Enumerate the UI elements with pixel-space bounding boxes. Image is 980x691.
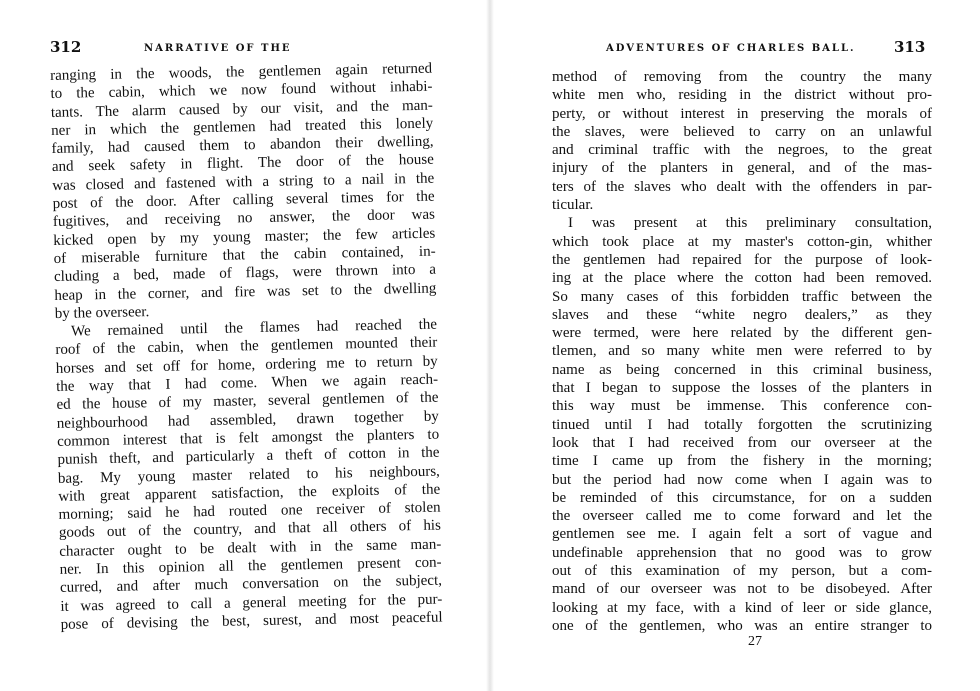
text-line: roof of the cabin, when the gentlemen mounted their (55, 335, 438, 359)
running-title: NARRATIVE OF THE (144, 43, 292, 54)
text-line: heap in the corner, and fire was set to the dwelling (54, 280, 437, 304)
text-line: the overseer called me to come forward and let the (552, 508, 932, 525)
text-line: of miserable furniture that the cabin contained, in- (53, 243, 436, 267)
text-line: post of the door. After calling several times for the (52, 188, 435, 213)
text-line: ed the house of my master, several gentlemen of the (56, 389, 439, 414)
text-line: mand of our overseer was not to be disobeyed. After (552, 581, 932, 598)
text-line: goods out of the country, and that all others of his (58, 518, 442, 542)
text-line: to the cabin, which we now found without inhabi- (50, 78, 433, 103)
text-line: the slaves, were believed to carry on an unlawful (552, 123, 932, 140)
text-line: method of removing from the country the many (552, 69, 932, 85)
text-line: punish theft, and particularly a theft of cotton in the (57, 444, 440, 469)
text-line: kicked open by my young master; the few articles (53, 225, 436, 249)
text-line: the way that I had come. When we again reach- (55, 371, 439, 395)
text-line: ters of the slaves who dealt with the offenders in par- (552, 178, 932, 195)
text-line: time I came up from the fishery in the morning; (552, 453, 932, 470)
text-line: perty, or without interest in preserving the morals of (552, 105, 932, 122)
text-line: by the overseer. (54, 304, 150, 322)
text-line: one of the gentlemen, who was an entire stranger to (552, 617, 932, 634)
text-line: look that I had received from our overseer at the (552, 434, 932, 451)
text-line: injury of the planters in general, and of the mas- (552, 160, 932, 177)
signature-mark: 27 (748, 634, 762, 649)
page-number: 313 (894, 38, 926, 56)
text-line: character ought to be dealt with in the same man- (59, 536, 442, 560)
text-line: fugitives, and receiving no answer, the door was (52, 207, 436, 231)
text-line: which took place at my master's cotton-gin, whither (552, 233, 932, 250)
page-number: 312 (50, 38, 82, 56)
right-page (490, 0, 980, 691)
text-line: tants. The alarm caused by our visit, and the man- (50, 97, 433, 121)
text-line: neighbourhood had assembled, drawn together by (56, 408, 439, 432)
text-line: the gentlemen had repaired for the purpose of look- (552, 251, 932, 268)
text-line: ner in which the gentlemen had treated this lonely (51, 115, 434, 139)
text-line: horses and set off for home, ordering me to return by (55, 353, 438, 377)
text-line: curred, and after much conversation on the subject, (59, 572, 443, 597)
text-line: slaves and these “white negro dealers,” as they (552, 306, 932, 323)
text-line: tlemen, and so many white men were referred to by (552, 343, 932, 360)
text-line: ing at the place where the cotton had been removed. (552, 270, 932, 287)
text-line: this way must be immense. This conference con- (552, 398, 932, 415)
text-line: out of this examination of my person, but a com- (552, 563, 932, 580)
text-line: white men who, residing in the district without pro- (552, 87, 932, 104)
text-line: ranging in the woods, the gentlemen again returned (50, 60, 433, 84)
text-line: and seek safety in flight. The door of the house (51, 152, 435, 176)
text-line: gentlemen see me. I again felt a sort of vague and (552, 526, 932, 543)
text-line: looking at my face, with a kind of leer or side glance, (552, 599, 932, 616)
text-line: and criminal traffic with the negroes, to the great (552, 142, 932, 159)
text-line: with great apparent satisfaction, the exploits of the (58, 481, 441, 505)
text-line: So many cases of this forbidden traffic between the (552, 288, 932, 305)
text-line: We remained until the flames had reached the (70, 316, 438, 340)
text-line: morning; said he had routed one receiver of stolen (58, 499, 441, 524)
text-line: but the period had now come when I again was to (552, 471, 932, 488)
text-line: ticular. (552, 197, 594, 214)
text-line: I was present at this preliminary consultation, (568, 215, 932, 232)
text-line: name as being concerned in this criminal business, (552, 361, 932, 378)
text-line: that I began to suppose the losses of the planters in (552, 380, 932, 397)
text-line: tinued until I had totally forgotten the scrutinizing (552, 416, 932, 433)
text-line: undefinable apprehension that no good was to grow (552, 544, 932, 561)
text-line: were termed, were here related by the different gen- (552, 325, 932, 342)
text-line: ner. In this opinion all the gentlemen present con- (59, 554, 442, 578)
text-line: it was agreed to call a general meeting for the pur- (60, 591, 443, 615)
text-line: be reminded of this circumstance, for on a sudden (552, 489, 932, 506)
page-body-text (552, 68, 932, 635)
text-line: bag. My young master related to his neighbours, (57, 463, 440, 487)
text-line: common interest that is felt amongst the planters to (57, 426, 440, 450)
running-title: ADVENTURES OF CHARLES BALL. (606, 43, 856, 54)
text-line: was closed and fastened with a string to a nail in the (52, 170, 435, 194)
text-line: family, had caused them to abandon their dwelling, (51, 133, 434, 158)
text-line: pose of devising the best, surest, and most peaceful (60, 609, 443, 633)
page-body-text (50, 60, 443, 634)
text-line: cluding a bed, made of flags, were thrown into a (53, 261, 437, 286)
